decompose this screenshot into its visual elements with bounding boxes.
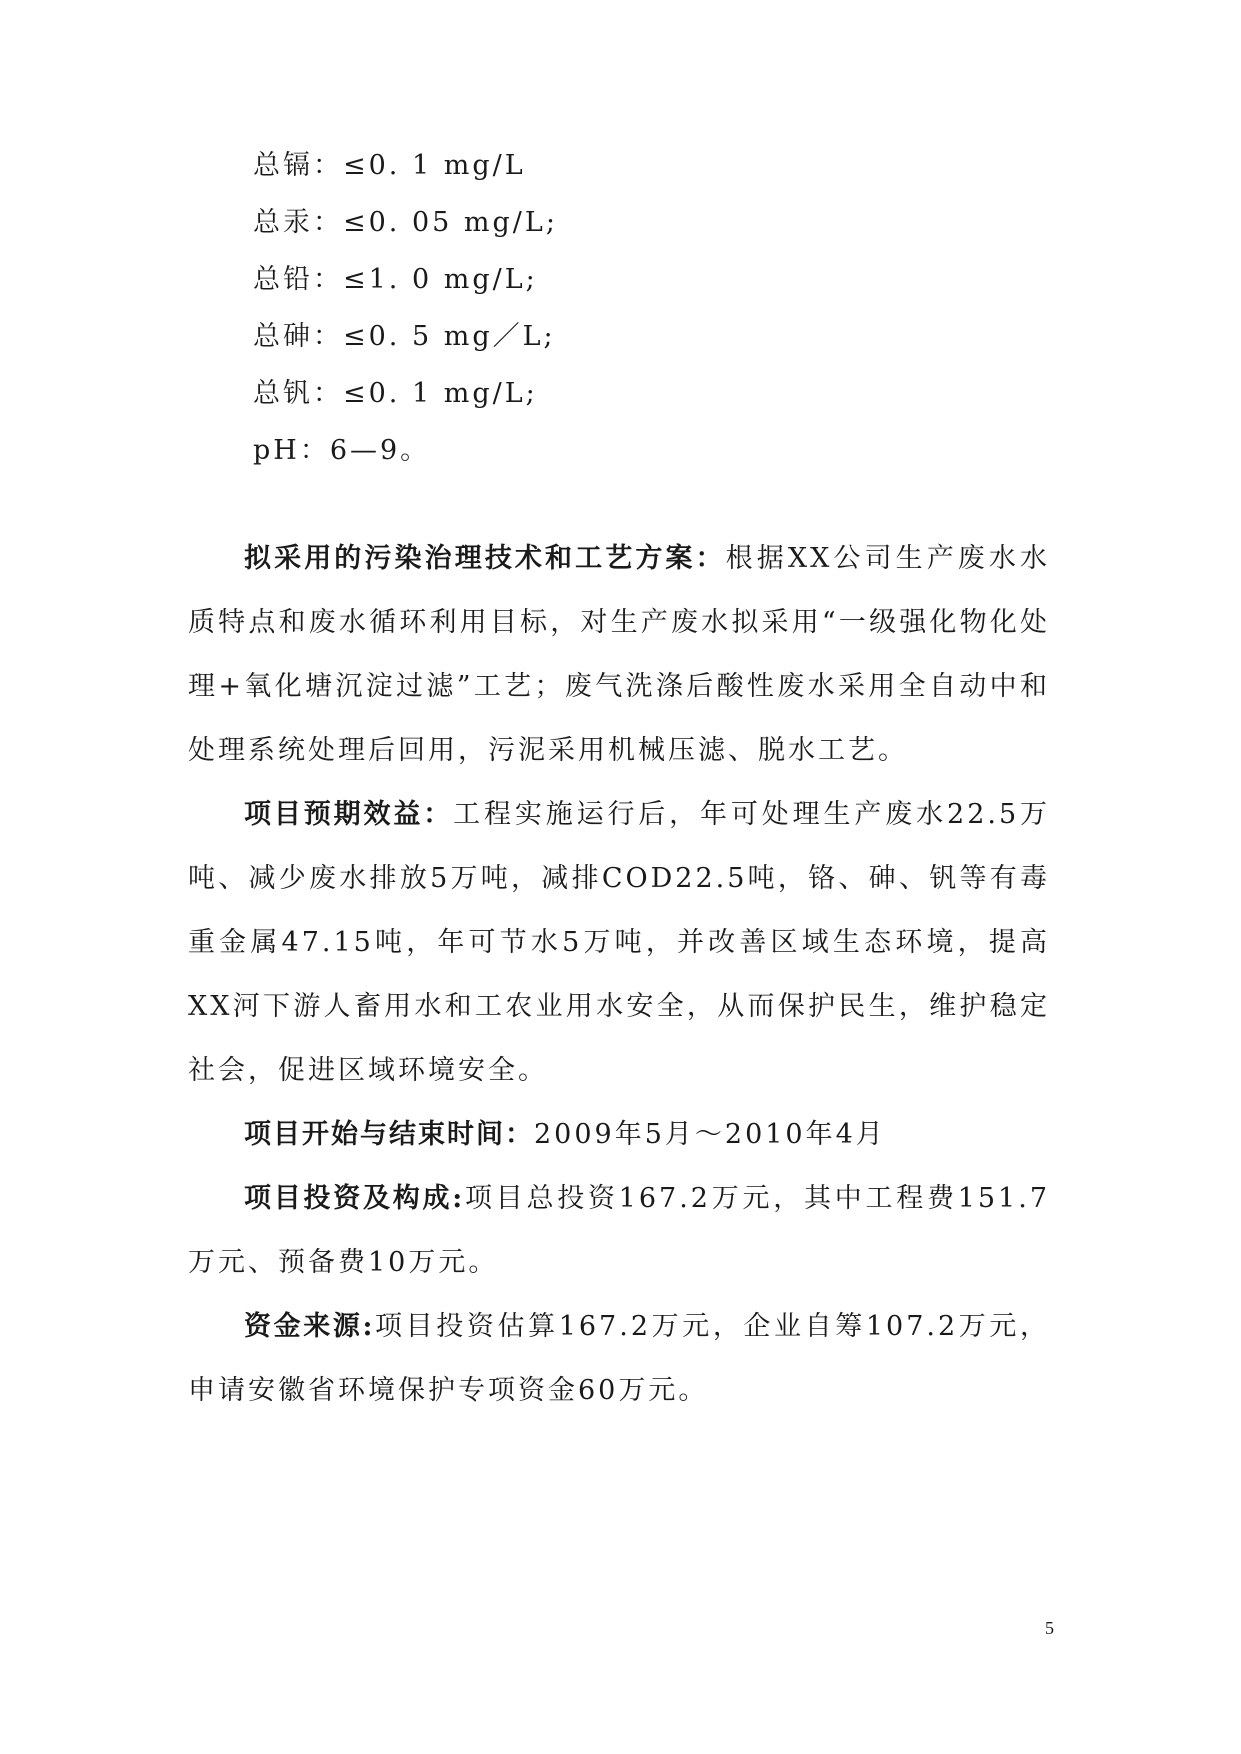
tech-label: 拟采用的污染治理技术和工艺方案： — [244, 543, 726, 574]
investment-label: 项目投资及构成: — [244, 1183, 465, 1214]
investment-paragraph — [188, 1167, 1050, 1295]
standard-cadmium: 总镉：≤0. 1 mg/L — [253, 150, 526, 181]
funding-paragraph — [188, 1295, 1050, 1423]
standard-arsenic: 总砷：≤0. 5 mg／L; — [253, 321, 556, 352]
period-text: 2009年5月～2010年4月 — [534, 1119, 886, 1150]
standard-ph: pH：6—9。 — [253, 435, 431, 466]
period-paragraph — [188, 1103, 1050, 1167]
funding-text: 项目投资估算167.2万元，企业自筹107.2万元，申请安徽省环境保护专项资金60万元。 — [188, 1311, 1051, 1406]
tech-paragraph — [188, 527, 1050, 783]
benefit-paragraph — [188, 783, 1050, 1103]
standard-mercury: 总汞：≤0. 05 mg/L; — [253, 207, 558, 238]
period-label: 项目开始与结束时间： — [244, 1119, 534, 1150]
standard-vanadium: 总钒：≤0. 1 mg/L; — [253, 378, 538, 409]
standard-lead: 总铅：≤1. 0 mg/L; — [253, 264, 538, 295]
funding-label: 资金来源: — [244, 1311, 375, 1342]
page-number: 5 — [1045, 1618, 1054, 1638]
investment-text: 项目总投资167.2万元，其中工程费151.7万元、预备费10万元。 — [188, 1183, 1051, 1278]
benefit-text: 工程实施运行后，年可处理生产废水22.5万吨、减少废水排放5万吨，减排COD22.5吨，铬、砷、钒等有毒重金属47.15吨，年可节水5万吨，并改善区域生态环境，提高XX河下游人畜用水和工农业用水安全，从而保护民生，维护稳定社会，促进区域环境安全。 — [188, 799, 1050, 1086]
benefit-label: 项目预期效益： — [244, 799, 454, 830]
tech-text: 根据XX公司生产废水水质特点和废水循环利用目标，对生产废水拟采用“一级强化物化处理+氧化塘沉淀过滤”工艺；废气洗涤后酸性废水采用全自动中和处理系统处理后回用，污泥采用机械压滤、脱水工艺。 — [188, 543, 1051, 766]
